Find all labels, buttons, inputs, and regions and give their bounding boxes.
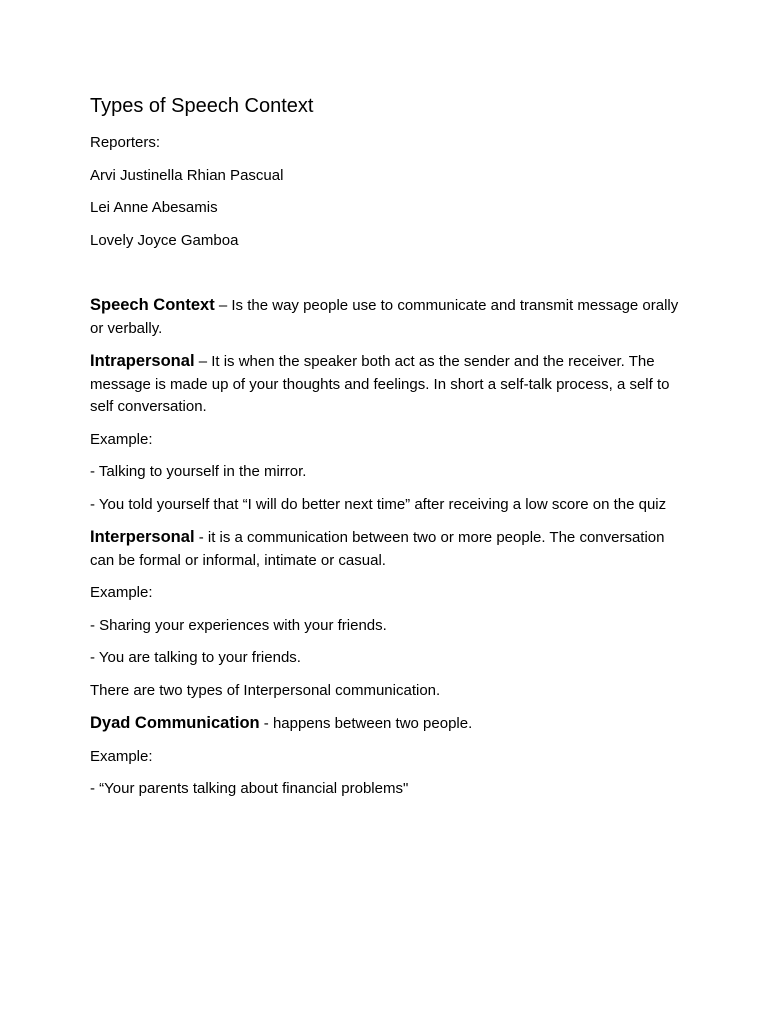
speech-context-definition [90,294,680,340]
example-item: - You told yourself that “I will do better next time” after receiving a low score on the quiz [90,495,667,513]
intrapersonal-definition [90,350,680,419]
example-label: Example: [90,430,153,448]
example-item: - “Your parents talking about financial problems" [90,780,409,797]
example-item: - Talking to yourself in the mirror. [90,463,307,480]
reporters-section [90,132,680,252]
speech-context-text: – Is the way people use to communicate and transmit message orally or verbally. [90,297,679,337]
speech-context-term: Speech Context [90,296,215,314]
dyad-definition [90,712,680,736]
interpersonal-types-note: There are two types of Interpersonal communication. [90,681,441,699]
reporters-label: Reporters: [90,134,161,151]
reporter-name: Lovely Joyce Gamboa [90,231,239,249]
example-label: Example: [90,584,153,601]
interpersonal-term: Interpersonal [90,528,195,546]
example-item: - You are talking to your friends. [90,649,301,666]
interpersonal-text: - it is a communication between two or more people. The conversation can be formal or informal, intimate or casual. [90,529,665,569]
reporter-name: Arvi Justinella Rhian Pascual [90,166,284,184]
interpersonal-definition [90,526,680,572]
intrapersonal-text: – It is when the speaker both act as the sender and the receiver. The message is made up of your thoughts and feelings. In short a self-talk process, a self to self conversation. [90,353,670,415]
section-spacer [90,262,680,294]
example-label: Example: [90,747,153,765]
dyad-text: - happens between two people. [259,715,473,732]
reporter-name: Lei Anne Abesamis [90,199,218,216]
example-item: - Sharing your experiences with your friends. [90,616,387,634]
dyad-term: Dyad Communication [90,714,260,732]
intrapersonal-term: Intrapersonal [90,352,195,370]
document-title: Types of Speech Context [90,95,314,117]
